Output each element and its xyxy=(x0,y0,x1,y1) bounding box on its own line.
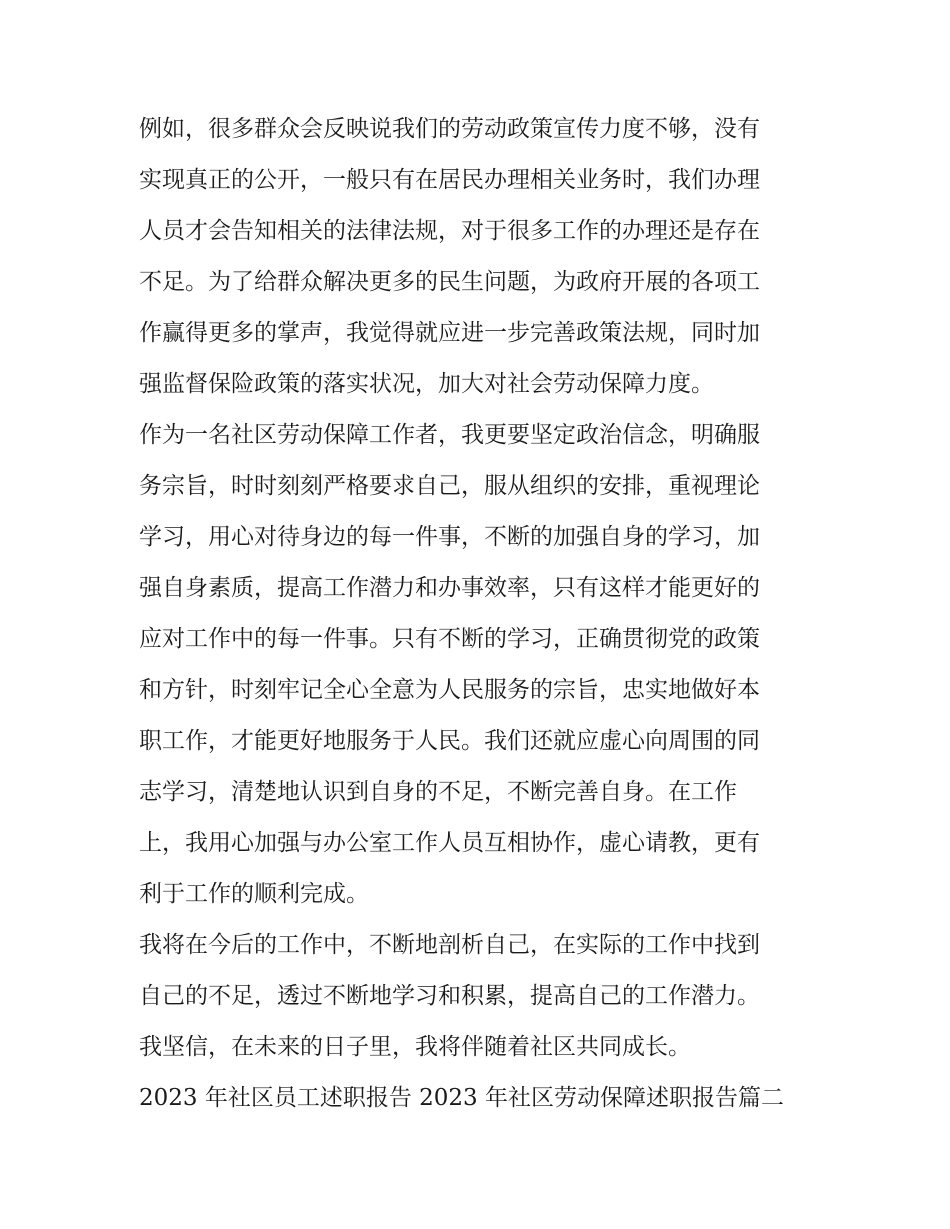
text-line: 不足。为了给群众解决更多的民生问题，为政府开展的各项工 xyxy=(139,269,760,295)
text-line: 作为一名社区劳动保障工作者，我更要坚定政治信念，明确服 xyxy=(139,422,760,448)
text-line: 例如，很多群众会反映说我们的劳动政策宣传力度不够，没有 xyxy=(139,116,760,142)
paragraph-policy-publicity xyxy=(139,104,819,410)
text-line: 人员才会告知相关的法律法规，对于很多工作的办理还是存在 xyxy=(139,218,760,244)
text-line: 职工作，才能更好地服务于人民。我们还就应虚心向周围的同 xyxy=(139,728,760,754)
text-line: 我将在今后的工作中，不断地剖析自己，在实际的工作中找到 xyxy=(139,932,760,958)
text-line: 强监督保险政策的落实状况，加大对社会劳动保障力度。 xyxy=(139,371,714,397)
text-line: 学习，用心对待身边的每一件事，不断的加强自身的学习，加 xyxy=(139,524,760,550)
text-line: 志学习，清楚地认识到自身的不足，不断完善自身。在工作 xyxy=(139,779,737,805)
text-line: 自己的不足，透过不断地学习和积累，提高自己的工作潜力。 xyxy=(139,983,760,1009)
text-line: 强自身素质，提高工作潜力和办事效率，只有这样才能更好的 xyxy=(139,575,760,601)
text-line: 作赢得更多的掌声，我觉得就应进一步完善政策法规，同时加 xyxy=(139,320,760,346)
document-body xyxy=(139,104,819,1124)
text-line: 应对工作中的每一件事。只有不断的学习，正确贯彻党的政策 xyxy=(139,626,760,652)
text-line: 上，我用心加强与办公室工作人员互相协作，虚心请教，更有 xyxy=(139,830,760,856)
text-line: 我坚信，在未来的日子里，我将伴随着社区共同成长。 xyxy=(139,1034,691,1060)
text-line: 和方针，时刻牢记全心全意为人民服务的宗旨，忠实地做好本 xyxy=(139,677,760,703)
text-line: 务宗旨，时时刻刻严格要求自己，服从组织的安排，重视理论 xyxy=(139,473,760,499)
paragraph-future-growth xyxy=(139,920,819,1073)
paragraph-work-attitude xyxy=(139,410,819,920)
text-line: 2023 年社区员工述职报告 2023 年社区劳动保障述职报告篇二 xyxy=(139,1085,784,1111)
section-heading-report-title xyxy=(139,1073,819,1124)
text-line: 实现真正的公开，一般只有在居民办理相关业务时，我们办理 xyxy=(139,167,760,193)
text-line: 利于工作的顺利完成。 xyxy=(139,881,369,907)
